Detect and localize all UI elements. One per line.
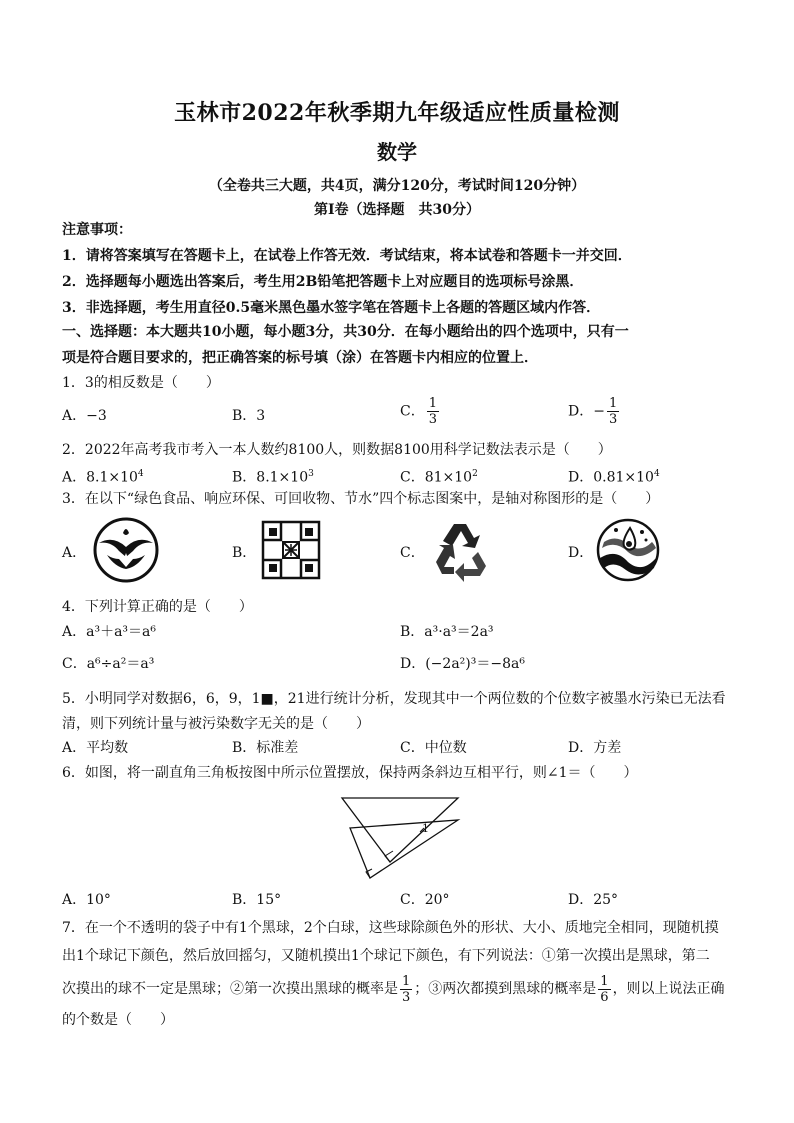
q5-stem-line2: 清，则下列统计量与被污染数字无关的是（ ） (62, 716, 370, 732)
q1-option-c-label: C． (400, 403, 425, 420)
q1-option-a: A．−3 (62, 408, 107, 424)
q1-stem: 1．3的相反数是（ ） (62, 375, 220, 391)
q3-option-c: C． (400, 545, 425, 561)
q4-option-c: C．a⁶÷a²＝a³ (62, 656, 155, 672)
q7-fraction-1: $\frac{1}{3}$ (402, 973, 411, 1005)
q1-option-c (400, 396, 441, 427)
angle-1-label: 1 (422, 822, 429, 835)
q7-stem-line3: 次摸出的球不一定是黑球；②第一次摸出黑球的概率是 $\frac{1}{3}$ ；③两次都摸到黑球的概率是 $\frac{1}{6}$ ，则以上说法正确 (62, 973, 725, 1005)
q1-option-d (568, 396, 621, 427)
note-item-1: 1．请将答案填写在答题卡上，在试卷上作答无效．考试结束，将本试卷和答题卡一并交回． (62, 248, 632, 264)
q4-option-d: D．(−2a²)³＝−8a⁶ (400, 656, 525, 672)
triangle-set-figure (336, 794, 464, 880)
q2-option-b: B．$8.1\times 10^3$ (232, 469, 314, 486)
q2-option-a: A．$8.1\times 10^4$ (62, 469, 144, 486)
q4-stem: 4．下列计算正确的是（ ） (62, 599, 253, 615)
q1-option-d-label: D．− (568, 403, 605, 420)
note-item-3: 3．非选择题，考生用直径0.5毫米黑色墨水签字笔在答题卡上各题的答题区域内作答． (62, 300, 601, 316)
q4-option-a: A．a³＋a³＝a⁶ (62, 624, 156, 640)
note-item-2: 2．选择题每小题选出答案后，考生用2B铅笔把答题卡上对应题目的选项标号涂黑． (62, 274, 584, 290)
q6-option-d: D．25° (568, 892, 619, 908)
section-instruction-line2: 项是符合题目要求的，把正确答案的标号填（涂）在答题卡内相应的位置上． (62, 350, 538, 366)
q1-option-b: B．3 (232, 408, 266, 424)
q3-option-b: B． (232, 545, 257, 561)
q6-stem: 6．如图，将一副直角三角板按图中所示位置摆放，保持两条斜边互相平行，则∠1＝（ ） (62, 765, 638, 781)
part-title: 第Ⅰ卷（选择题 共30分） (313, 202, 481, 218)
q1-option-c-fraction: $\frac{1}{3}$ (428, 396, 437, 427)
green-food-logo-icon (93, 517, 159, 583)
q5-option-a: A．平均数 (62, 740, 129, 756)
q7-stem-line4: 的个数是（ ） (62, 1012, 174, 1028)
notes-heading: 注意事项： (62, 222, 132, 238)
q6-option-a: A．10° (62, 892, 111, 908)
q6-option-b: B．15° (232, 892, 282, 908)
q5-option-d: D．方差 (568, 740, 622, 756)
q3-stem: 3．在以下“绿色食品、响应环保、可回收物、节水”四个标志图案中，是轴对称图形的是（ ） (62, 491, 660, 507)
q2-option-c: C．$81\times 10^2$ (400, 469, 478, 486)
section-instruction-line1: 一、选择题：本大题共10小题，每小题3分，共30分．在每小题给出的四个选项中，只有一 (62, 324, 629, 340)
q7-stem-line1: 7．在一个不透明的袋子中有1个黑球，2个白球，这些球除颜色外的形状、大小、质地完全相同，现随机摸 (62, 920, 719, 936)
q1-option-d-fraction: $\frac{1}{3}$ (608, 396, 618, 427)
environment-logo-icon (261, 520, 321, 580)
subject-title: 数学 (377, 140, 417, 164)
q3-option-d: D． (568, 545, 594, 561)
q7-fraction-2: $\frac{1}{6}$ (600, 973, 609, 1005)
q7-stem-line2: 出1个球记下颜色，然后放回摇匀，又随机摸出1个球记下颜色，有下列说法：①第一次摸出是黑球，第二 (62, 948, 710, 964)
q6-option-c: C．20° (400, 892, 450, 908)
q3-option-a: A． (62, 545, 87, 561)
q2-option-d: D．$0.81\times 10^4$ (568, 469, 660, 486)
q4-option-b: B．a³·a³＝2a³ (400, 624, 494, 640)
exam-info: （全卷共三大题，共4页，满分120分，考试时间120分钟） (208, 178, 586, 194)
exam-title: 玉林市2022年秋季期九年级适应性质量检测 (174, 100, 620, 126)
q5-option-b: B．标准差 (232, 740, 299, 756)
q5-stem-line1: 5．小明同学对数据6，6，9，1■，21进行统计分析，发现其中一个两位数的个位数字被墨水污染已无法看 (62, 691, 726, 707)
q2-stem: 2．2022年高考我市考入一本人数约8100人，则数据8100用科学记数法表示是（ ） (62, 442, 612, 458)
water-saving-logo-icon (596, 518, 660, 582)
q5-option-c: C．中位数 (400, 740, 467, 756)
recycle-logo-icon (428, 518, 492, 582)
